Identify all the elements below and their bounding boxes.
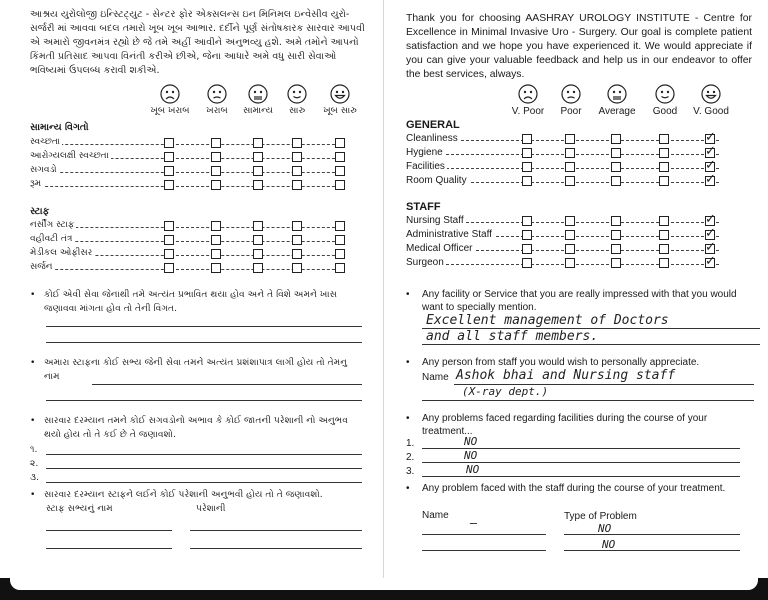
answer-line[interactable] — [564, 550, 740, 551]
checkbox[interactable] — [565, 176, 575, 186]
item-number: ૩. — [30, 472, 40, 483]
answer-line[interactable] — [46, 342, 362, 343]
answer-line[interactable] — [46, 326, 362, 327]
answer-line[interactable] — [46, 468, 362, 469]
general-row: Room Quality ✓ — [406, 175, 726, 189]
checkbox[interactable] — [565, 216, 575, 226]
checkbox[interactable] — [164, 166, 174, 176]
checkbox[interactable] — [335, 221, 345, 231]
question-staff-appreciation — [30, 356, 364, 384]
very-sad-face-icon — [160, 84, 180, 104]
answer-line[interactable] — [422, 534, 546, 535]
problem-column-label: પરેશાની — [196, 503, 226, 514]
checkbox[interactable] — [335, 180, 345, 190]
checkbox[interactable] — [211, 138, 221, 148]
bullet-icon: • — [406, 413, 410, 424]
answer-line[interactable] — [46, 530, 172, 531]
bullet-icon: • — [30, 357, 36, 368]
handwritten-answer: NO — [602, 538, 616, 551]
question-facility-problems — [406, 412, 756, 438]
staff-row: Surgeon ✓ — [406, 257, 726, 271]
check-mark-icon: ✓ — [705, 158, 716, 173]
checkbox-checked[interactable] — [705, 212, 716, 227]
checkbox[interactable] — [522, 162, 532, 172]
checkbox[interactable] — [522, 244, 532, 254]
neutral-face-icon — [248, 84, 268, 104]
rating-label: Average — [598, 106, 636, 117]
staff-section-title: STAFF — [406, 201, 441, 213]
big-smile-face-icon — [330, 84, 350, 104]
check-mark-icon: ✓ — [705, 212, 716, 227]
english-page — [384, 0, 768, 600]
checkbox[interactable] — [335, 152, 345, 162]
checkbox-checked[interactable] — [705, 158, 716, 173]
smile-face-icon — [287, 84, 307, 104]
staff-row: મેડીકલ ઓફીસર — [30, 248, 355, 262]
staff-row: વહીવટી તંત્ર — [30, 234, 355, 248]
checkbox[interactable] — [611, 148, 621, 158]
checkbox[interactable] — [335, 138, 345, 148]
checkbox[interactable] — [522, 134, 532, 144]
checkbox[interactable] — [611, 230, 621, 240]
checkbox-checked[interactable] — [705, 240, 716, 255]
checkbox[interactable] — [611, 176, 621, 186]
checkbox[interactable] — [611, 162, 621, 172]
very-sad-face-icon — [518, 84, 538, 104]
checkbox[interactable] — [253, 166, 263, 176]
answer-line[interactable] — [92, 384, 362, 385]
checkbox[interactable] — [611, 258, 621, 268]
check-mark-icon: ✓ — [705, 240, 716, 255]
question-text: Any problem faced with the staff during the course of your treatment. — [422, 483, 726, 494]
checkbox[interactable] — [211, 152, 221, 162]
general-row: સગવડો — [30, 165, 355, 179]
staff-row: Administrative Staff ✓ — [406, 229, 726, 243]
general-row: Hygiene ✓ — [406, 147, 726, 161]
answer-line[interactable] — [422, 400, 754, 401]
checkbox[interactable] — [211, 249, 221, 259]
answer-line[interactable] — [190, 530, 362, 531]
question-text: અમારા સ્ટાફના કોઈ સભ્ય જેની સેવા તમને અત્યંત પ્રશંશાપાત્ર લાગી હોય તો તેમનુ નામ — [44, 357, 348, 382]
staff-row: સર્જન — [30, 262, 355, 276]
rating-very-good — [681, 84, 741, 117]
checkbox[interactable] — [164, 152, 174, 162]
checkbox[interactable] — [164, 180, 174, 190]
sad-face-icon — [207, 84, 227, 104]
general-row: સ્વચ્છતા — [30, 137, 355, 151]
checkbox[interactable] — [335, 166, 345, 176]
checkbox[interactable] — [611, 244, 621, 254]
checkbox[interactable] — [335, 249, 345, 259]
staff-row: નર્સીંગ સ્ટાફ — [30, 220, 355, 234]
bullet-icon: • — [30, 289, 36, 300]
general-row: આરોગ્યલક્ષી સ્વચ્છતા — [30, 151, 355, 165]
scan-edge — [0, 578, 768, 600]
checkbox[interactable] — [522, 258, 532, 268]
big-smile-face-icon — [701, 84, 721, 104]
checkbox[interactable] — [253, 138, 263, 148]
general-row: Facilities ✓ — [406, 161, 726, 175]
answer-line[interactable] — [422, 476, 740, 477]
answer-line[interactable] — [46, 482, 362, 483]
checkbox-checked[interactable] — [705, 172, 716, 187]
checkbox[interactable] — [292, 235, 302, 245]
handwritten-answer: NO — [464, 435, 478, 448]
question-impressed-service — [406, 288, 756, 314]
checkbox[interactable] — [164, 263, 174, 273]
handwritten-answer: (X-ray dept.) — [462, 385, 549, 398]
checkbox[interactable] — [565, 230, 575, 240]
question-staff-problems — [406, 482, 756, 495]
check-mark-icon: ✓ — [705, 254, 716, 269]
staff-section-title: સ્ટાફ — [30, 206, 50, 217]
bullet-icon: • — [30, 415, 36, 426]
item-number: ૨. — [30, 458, 39, 469]
checkbox[interactable] — [292, 152, 302, 162]
checkbox[interactable] — [292, 249, 302, 259]
handwritten-answer: Ashok bhai and Nursing staff — [456, 368, 676, 383]
general-section-title: સામાન્ય વિગતો — [30, 122, 89, 133]
checkbox[interactable] — [659, 258, 669, 268]
handwritten-answer: NO — [466, 463, 480, 476]
checkbox[interactable] — [522, 176, 532, 186]
question-text: Any problems faced regarding facilities during the course of your treatment... — [422, 413, 708, 437]
check-mark-icon: ✓ — [705, 226, 716, 241]
checkbox[interactable] — [164, 138, 174, 148]
checkbox[interactable] — [253, 152, 263, 162]
intro-text: આશ્રય યુરોલોજી ઇન્સ્ટિટ્યુટ - સેન્ટર ફોર એક્સલન્સ ઇન મિનિમલ ઇન્વેસીવ યુરો-સર્જરી માં આવવા બદલ તમારો ખૂબ ખૂબ આભાર. દર્દીને પૂર્ણ સંતોષકારક સારવાર આપવી એ અમારો જીવનમંત્ર રહ્યો છે જે તમે અહીં આવીને અનુભવ્યુ હશે. અમે તમોને આપનો કિંમતી પ્રતિસાદ આપવા વિનંતી કરીએ છીએ, જેના આધારે અમે વધુ સારી સેવાઓ ભવિષ્યમાં ઉપલબ્ધ કરાવી શકીએ. — [30, 9, 365, 76]
checkbox[interactable] — [565, 148, 575, 158]
checkbox[interactable] — [292, 180, 302, 190]
answer-line[interactable] — [422, 344, 760, 345]
staff-name-column-label: સ્ટાફ સભ્યનું નામ — [46, 503, 113, 514]
checkbox[interactable] — [253, 263, 263, 273]
rating-label: ખૂબ ખરાબ — [150, 106, 190, 116]
question-text: Any person from staff you would wish to personally appreciate. — [422, 357, 700, 368]
checkbox[interactable] — [292, 221, 302, 231]
rating-label: ખરાબ — [206, 106, 228, 116]
general-row: Cleanliness ✓ — [406, 133, 726, 147]
checkbox[interactable] — [565, 244, 575, 254]
answer-line[interactable] — [422, 550, 546, 551]
checkbox[interactable] — [253, 180, 263, 190]
staff-row: Nursing Staff ✓ — [406, 215, 726, 229]
handwritten-answer: and all staff members. — [426, 329, 599, 344]
question-text: સારવાર દરમ્યાન સ્ટાફને લઈને કોઈ પરેશાની અનુભવી હોય તો તે જણાવશો. — [44, 489, 323, 500]
checkbox[interactable] — [164, 249, 174, 259]
checkbox[interactable] — [611, 216, 621, 226]
rating-label: Poor — [560, 106, 582, 117]
checkbox[interactable] — [211, 235, 221, 245]
checkbox[interactable] — [335, 235, 345, 245]
checkbox[interactable] — [211, 166, 221, 176]
rating-label: V. Good — [693, 106, 729, 117]
check-mark-icon: ✓ — [705, 130, 716, 145]
handwritten-answer: Excellent management of Doctors — [426, 313, 669, 328]
checkbox[interactable] — [211, 221, 221, 231]
checkbox[interactable] — [565, 134, 575, 144]
checkbox-checked[interactable] — [705, 130, 716, 145]
item-number: 2. — [406, 452, 415, 463]
check-mark-icon: ✓ — [705, 172, 716, 187]
rating-label: Good — [652, 106, 678, 117]
answer-line[interactable] — [46, 548, 172, 549]
bullet-icon: • — [406, 357, 410, 368]
intro-text: Thank you for choosing AASHRAY UROLOGY INSTITUTE - Centre for Excellence in Minimal Invasive Uro - Surgery. Our goal is complete patient satisfaction and we hope you have experienced it. We would appreciate if you can give your valuable feedback and help us in our endeavor to offer the best services, always. — [406, 13, 752, 80]
checkbox[interactable] — [522, 216, 532, 226]
checkbox[interactable] — [565, 162, 575, 172]
item-number: 3. — [406, 466, 415, 477]
checkbox[interactable] — [659, 176, 669, 186]
check-mark-icon: ✓ — [705, 144, 716, 159]
name-column-label: Name — [422, 510, 449, 521]
checkbox[interactable] — [565, 258, 575, 268]
checkbox[interactable] — [292, 166, 302, 176]
checkbox[interactable] — [522, 148, 532, 158]
checkbox[interactable] — [522, 230, 532, 240]
checkbox[interactable] — [211, 180, 221, 190]
rating-label: સામાન્ય — [243, 106, 273, 116]
smile-face-icon — [655, 84, 675, 104]
handwritten-answer: NO — [464, 449, 478, 462]
general-section-title: GENERAL — [406, 119, 460, 131]
checkbox[interactable] — [164, 235, 174, 245]
neutral-face-icon — [607, 84, 627, 104]
checkbox[interactable] — [253, 221, 263, 231]
answer-line[interactable] — [190, 548, 362, 549]
checkbox-checked[interactable] — [705, 226, 716, 241]
checkbox[interactable] — [659, 230, 669, 240]
answer-line[interactable] — [564, 534, 740, 535]
problem-type-column-label: Type of Problem — [564, 511, 637, 522]
sad-face-icon — [561, 84, 581, 104]
checkbox[interactable] — [659, 244, 669, 254]
rating-label: ખૂબ સારુ — [323, 106, 357, 116]
rating-very-good — [310, 84, 370, 116]
checkbox[interactable] — [659, 162, 669, 172]
checkbox[interactable] — [292, 138, 302, 148]
checkbox[interactable] — [253, 249, 263, 259]
checkbox[interactable] — [211, 263, 221, 273]
checkbox[interactable] — [253, 235, 263, 245]
answer-line[interactable] — [46, 400, 362, 401]
question-text: સારવાર દરમ્યાન તમને કોઈ સગવડોનો અભાવ કે કોઈ જાતની પરેશાની નો અનુભવ થયો હોય તો તે કઈ છે તે જણાવશો. — [44, 415, 348, 440]
checkbox[interactable] — [659, 148, 669, 158]
checkbox[interactable] — [611, 134, 621, 144]
staff-row: Medical Officer ✓ — [406, 243, 726, 257]
bullet-icon: • — [406, 289, 410, 300]
name-label: Name — [422, 372, 449, 383]
general-row: રૂમ — [30, 179, 355, 193]
checkbox[interactable] — [335, 263, 345, 273]
rating-label: V. Poor — [511, 106, 545, 117]
item-number: 1. — [406, 438, 415, 449]
answer-line[interactable] — [46, 454, 362, 455]
bullet-icon: • — [406, 483, 410, 494]
handwritten-answer: — — [470, 516, 478, 530]
question-facility-problems — [30, 414, 364, 442]
question-text: Any facility or Service that you are really impressed with that you would want to specially mention. — [422, 289, 737, 313]
checkbox-checked[interactable] — [705, 254, 716, 269]
checkbox[interactable] — [164, 221, 174, 231]
rating-label: સારુ — [288, 106, 306, 116]
handwritten-answer: NO — [598, 522, 612, 535]
checkbox[interactable] — [292, 263, 302, 273]
checkbox[interactable] — [659, 216, 669, 226]
question-text: કોઈ એવી સેવા જેનાથી તમે અત્યંત પ્રભાવિત થયા હોવ અને તે વિશે અમને ખાસ જણાવવા માંગતા હોવ તો તેની વિગત. — [44, 289, 338, 314]
item-number: ૧. — [30, 444, 38, 455]
question-staff-problems — [30, 488, 364, 502]
checkbox-checked[interactable] — [705, 144, 716, 159]
checkbox[interactable] — [659, 134, 669, 144]
bullet-icon: • — [30, 489, 36, 500]
question-impressed-service — [30, 288, 364, 316]
